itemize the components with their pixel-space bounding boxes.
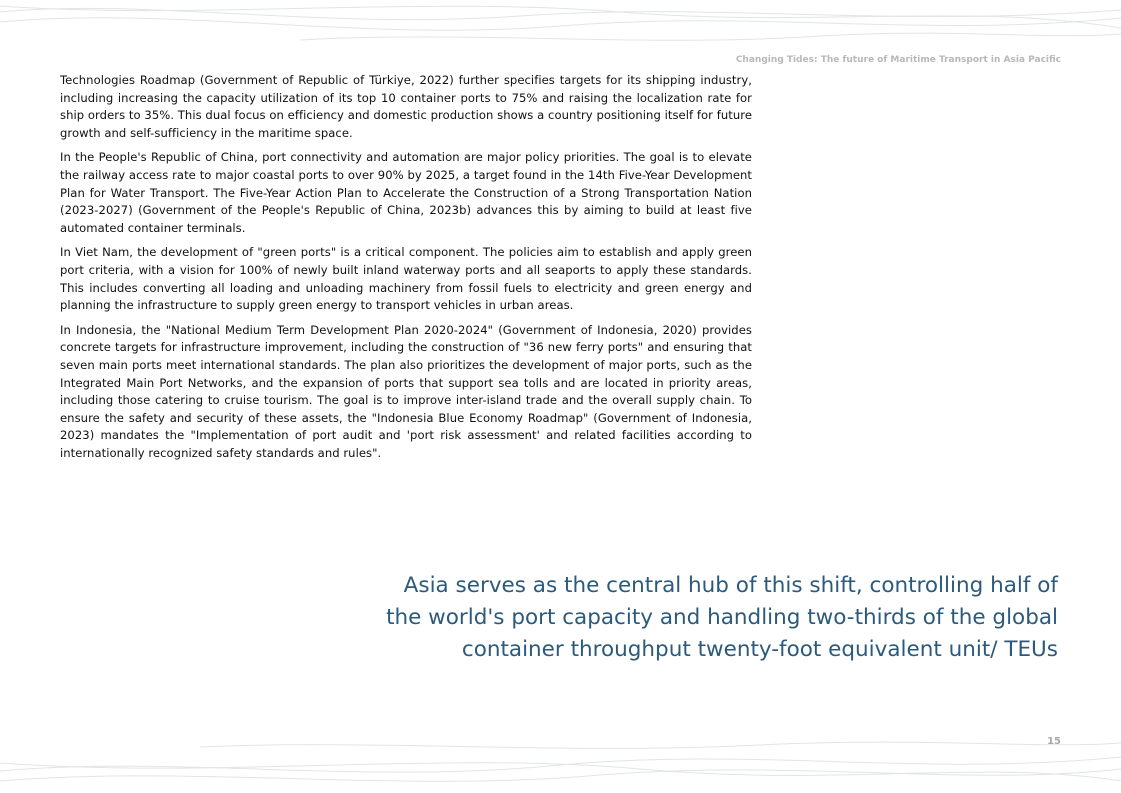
paragraph-china: In the People's Republic of China, port connectivity and automation are major policy priorities. The goal is to elevate the railway access rate to major coastal ports to over 90% by 2025, a target found in the 14th Five-Year Development Plan for Water Transport. The Five-Year Action Plan to Accelerate the Construction of a Strong Transportation Nation (2023-2027) (Government of the People's Republic of China, 2023b) advances this by aiming to build at least five automated container terminals.: [60, 150, 752, 235]
page-number: 15: [1047, 736, 1061, 747]
pull-quote-line: the world's port capacity and handling two-thirds of the global: [386, 605, 1058, 630]
paragraph-turkiye: Technologies Roadmap (Government of Republic of Türkiye, 2022) further specifies targets for its shipping industry, including increasing the capacity utilization of its top 10 container ports to 75% and raising the localization rate for ship orders to 35%. This dual focus on efficiency and domestic production shows a country positioning itself for future growth and self-sufficiency in the maritime space.: [60, 73, 752, 140]
pull-quote-line: container throughput twenty-foot equivalent unit/ TEUs: [461, 637, 1058, 662]
pull-quote-line: Asia serves as the central hub of this shift, controlling half of: [403, 573, 1058, 598]
paragraph-viet-nam: In Viet Nam, the development of "green ports" is a critical component. The policies aim to establish and apply green port criteria, with a vision for 100% of newly built inland waterway ports and all seaports to apply these standards. This includes converting all loading and unloading machinery from fossil fuels to electricity and green energy and planning the infrastructure to supply green energy to transport vehicles in urban areas.: [60, 245, 752, 313]
paragraph-indonesia: In Indonesia, the "National Medium Term Development Plan 2020-2024" (Government of Indonesia, 2020) provides concrete targets for infrastructure improvement, including the construction of "36 new ferry ports" and ensuring that seven main ports meet international standards. The plan also prioritizes the development of major ports, such as the Integrated Main Port Networks, and the expansion of ports that support sea tolls and are located in priority areas, including those catering to cruise tourism. The goal is to improve inter-island trade and the overall supply chain. To ensure the safety and security of these assets, the "Indonesia Blue Economy Roadmap" (Government of Indonesia, 2023) mandates the "Implementation of port audit and 'port risk assessment' and related facilities according to internationally recognized safety standards and rules".: [60, 322, 752, 460]
top-wave-decoration: [0, 0, 1121, 60]
bottom-wave-decoration: [0, 735, 1121, 793]
running-header: Changing Tides: The future of Maritime Transport in Asia Pacific: [735, 55, 1061, 65]
pull-quote: [370, 570, 1058, 666]
body-text: [60, 72, 752, 469]
